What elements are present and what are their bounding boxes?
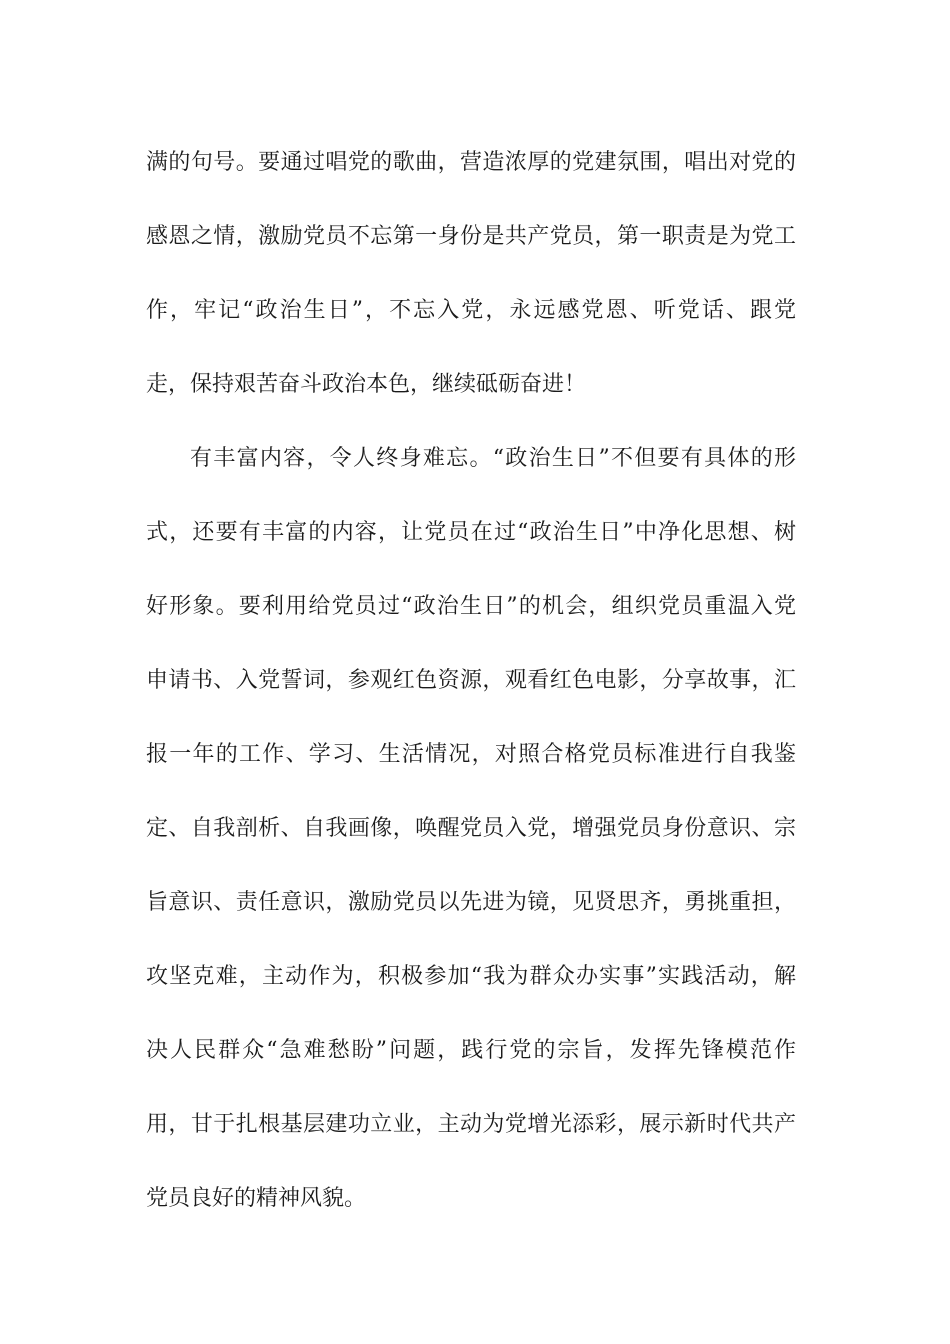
text-line: 攻坚克难，主动作为，积极参加“我为群众办实事”实践活动，解 <box>146 964 796 989</box>
text-line: 党员良好的精神风貌。 <box>146 1186 367 1211</box>
text-line: 报一年的工作、学习、生活情况，对照合格党员标准进行自我鉴 <box>146 742 796 767</box>
text-line: 旨意识、责任意识，激励党员以先进为镜，见贤思齐，勇挑重担， <box>146 890 796 915</box>
text-line: 决人民群众“急难愁盼”问题，践行党的宗旨，发挥先锋模范作 <box>146 1038 796 1063</box>
text-line: 感恩之情，激励党员不忘第一身份是共产党员，第一职责是为党工 <box>146 224 796 249</box>
text-line: 用，甘于扎根基层建功立业，主动为党增光添彩，展示新时代共产 <box>146 1112 796 1137</box>
text-line: 作，牢记“政治生日”，不忘入党，永远感党恩、听党话、跟党 <box>146 298 796 323</box>
text-line: 式，还要有丰富的内容，让党员在过“政治生日”中净化思想、树 <box>146 520 796 545</box>
paragraph-first-line: 有丰富内容，令人终身难忘。“政治生日”不但要有具体的形 <box>190 446 796 471</box>
text-line: 申请书、入党誓词，参观红色资源，观看红色电影，分享故事，汇 <box>146 668 796 693</box>
text-line: 走，保持艰苦奋斗政治本色，继续砥砺奋进！ <box>146 372 587 397</box>
text-line: 定、自我剖析、自我画像，唤醒党员入党，增强党员身份意识、宗 <box>146 816 796 841</box>
body-text <box>146 126 796 1236</box>
text-line: 满的句号。要通过唱党的歌曲，营造浓厚的党建氛围，唱出对党的 <box>146 150 796 175</box>
text-line: 好形象。要利用给党员过“政治生日”的机会，组织党员重温入党 <box>146 594 796 619</box>
